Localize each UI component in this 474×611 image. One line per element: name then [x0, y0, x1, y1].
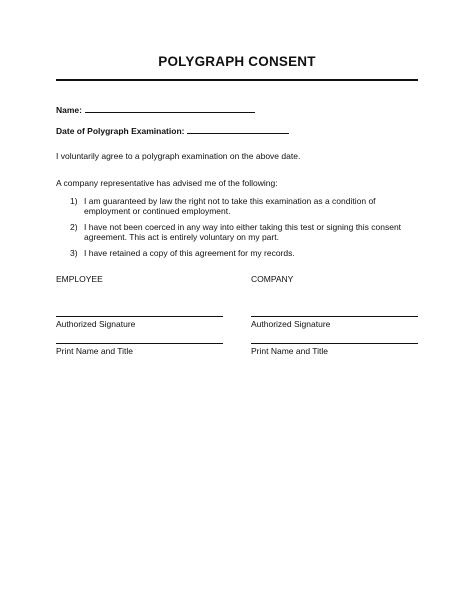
company-print-name-line[interactable]	[251, 343, 418, 344]
employee-heading: EMPLOYEE	[56, 274, 103, 284]
advised-intro: A company representative has advised me of the following:	[56, 178, 278, 188]
name-label: Name:	[56, 105, 82, 115]
company-print-name-label: Print Name and Title	[251, 346, 329, 356]
employee-signature-line[interactable]	[56, 316, 223, 317]
exam-date-field	[56, 125, 289, 136]
employee-print-name-label: Print Name and Title	[56, 346, 134, 356]
exam-date-blank-line[interactable]	[187, 125, 289, 134]
title-divider	[56, 79, 418, 81]
list-item-text: I have retained a copy of this agreement for my records.	[84, 248, 295, 258]
list-item-text: I am guaranteed by law the right not to take this examination as a condition of employment or continued employment.	[84, 196, 376, 216]
employee-print-name-line[interactable]	[56, 343, 223, 344]
name-field	[56, 104, 255, 115]
agreement-statement: I voluntarily agree to a polygraph examination on the above date.	[56, 151, 301, 161]
document-title: POLYGRAPH CONSENT	[158, 54, 316, 69]
exam-date-label: Date of Polygraph Examination:	[56, 126, 185, 136]
list-item-number: 2)	[70, 222, 78, 232]
list-item-number: 3)	[70, 248, 78, 258]
list-item-number: 1)	[70, 196, 78, 206]
company-signature-label: Authorized Signature	[251, 319, 331, 329]
company-heading: COMPANY	[251, 274, 294, 284]
company-signature-line[interactable]	[251, 316, 418, 317]
name-blank-line[interactable]	[85, 104, 255, 113]
employee-signature-label: Authorized Signature	[56, 319, 136, 329]
list-item-text: I have not been coerced in any way into either taking this test or signing this consent agreement. This act is entirely voluntary on my part.	[84, 222, 402, 242]
